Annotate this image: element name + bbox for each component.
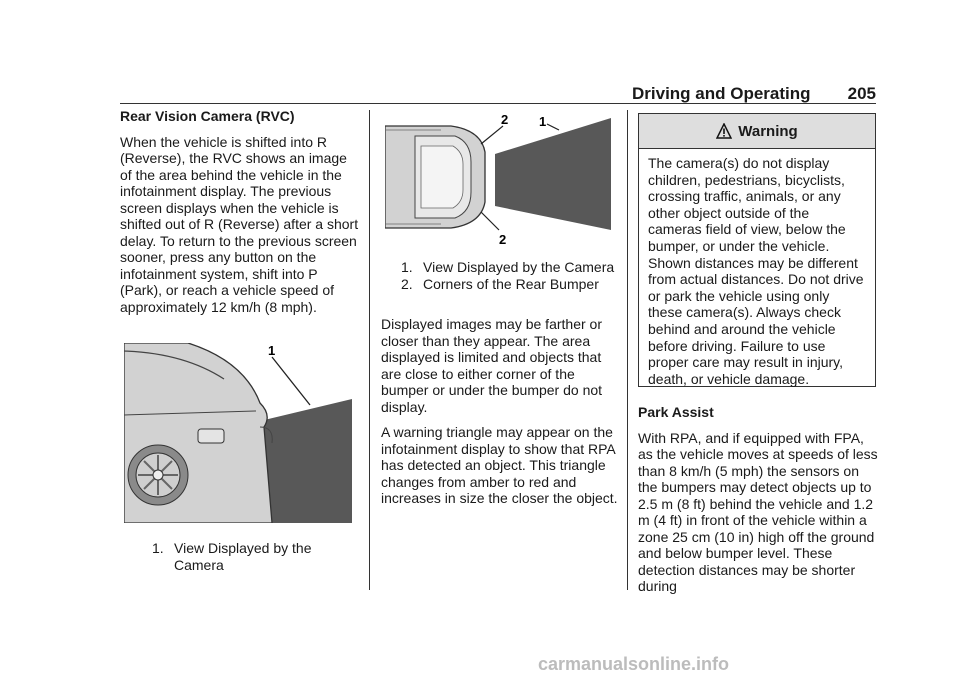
fuel-door — [198, 429, 224, 443]
figure-label-1: 1 — [539, 114, 547, 129]
caption-item: 1. View Displayed by the Camera — [401, 259, 615, 275]
warning-header — [639, 114, 875, 149]
camera-view-zone — [495, 118, 611, 230]
figure-label-2-top: 2 — [501, 112, 509, 127]
display-paragraph: Displayed images may be farther or closer than they appear. The area displayed is limited and objects that are close to either corner of the bumper or under the bumper do not display. — [381, 316, 603, 415]
column-divider-1 — [369, 110, 370, 590]
section-title: Driving and Operating — [632, 84, 811, 103]
right-column-text — [638, 404, 878, 604]
left-figure-caption — [152, 540, 362, 573]
car-side-rear-camera-illustration — [124, 343, 352, 523]
warning-triangle-icon — [716, 123, 732, 139]
triangle-paragraph: A warning triangle may appear on the infotainment display to show that RPA has detected an object. This triangle changes from amber to red and increases in size the closer the object. — [381, 424, 618, 506]
warning-title: Warning — [738, 122, 798, 140]
rvc-heading: Rear Vision Camera (RVC) — [120, 108, 295, 124]
column-divider-2 — [627, 110, 628, 590]
figure-label-2-bottom: 2 — [499, 232, 507, 247]
rvc-paragraph: When the vehicle is shifted into R (Reverse), the RVC shows an image of the area behind the vehicle in the infotainment display. The previous screen displays when the vehicle is shifted out of R (Reverse) after a short delay. To return to the previous screen sooner, press any button on the infotainment system, shift into P (Park), or reach a vehicle speed of approximately 12 km/h (8 mph). — [120, 133, 359, 315]
page-number: 205 — [847, 84, 876, 103]
warning-text: The camera(s) do not display children, pedestrians, bicyclists, crossing traffic, animals, or any other object outside of the cameras field of view, below the bumper, or under the vehicle. Shown distances may be different from actual distances. Do not drive or park the vehicle using only these camera(s). Always check behind and around the vehicle before driving. Failure to use proper care may result in injury, death, or vehicle damage. — [648, 155, 864, 387]
park-assist-heading: Park Assist — [638, 404, 714, 420]
header-rule — [120, 103, 876, 104]
park-assist-paragraph: With RPA, and if equipped with FPA, as the vehicle moves at speeds of less than 8 km/h (5 mph) the sensors on the bumpers may detect objects up to 2.5 m (8 ft) behind the vehicle and 1.2 m (4 ft) in front of the vehicle within a zone 25 cm (10 in) high off the ground and below bumper level. These detection distances may be shorter during — [638, 429, 878, 594]
warning-box — [638, 113, 876, 387]
car-top-rear-camera-illustration — [385, 112, 615, 250]
watermark: carmanualsonline.info — [538, 654, 730, 674]
middle-column-text — [381, 316, 619, 516]
caption-item: 1. View Displayed by the Camera — [152, 540, 312, 573]
figure-label-1: 1 — [268, 343, 276, 358]
middle-figure-caption — [385, 259, 617, 292]
left-column — [120, 108, 360, 324]
caption-item: 2. Corners of the Rear Bumper — [401, 275, 599, 292]
